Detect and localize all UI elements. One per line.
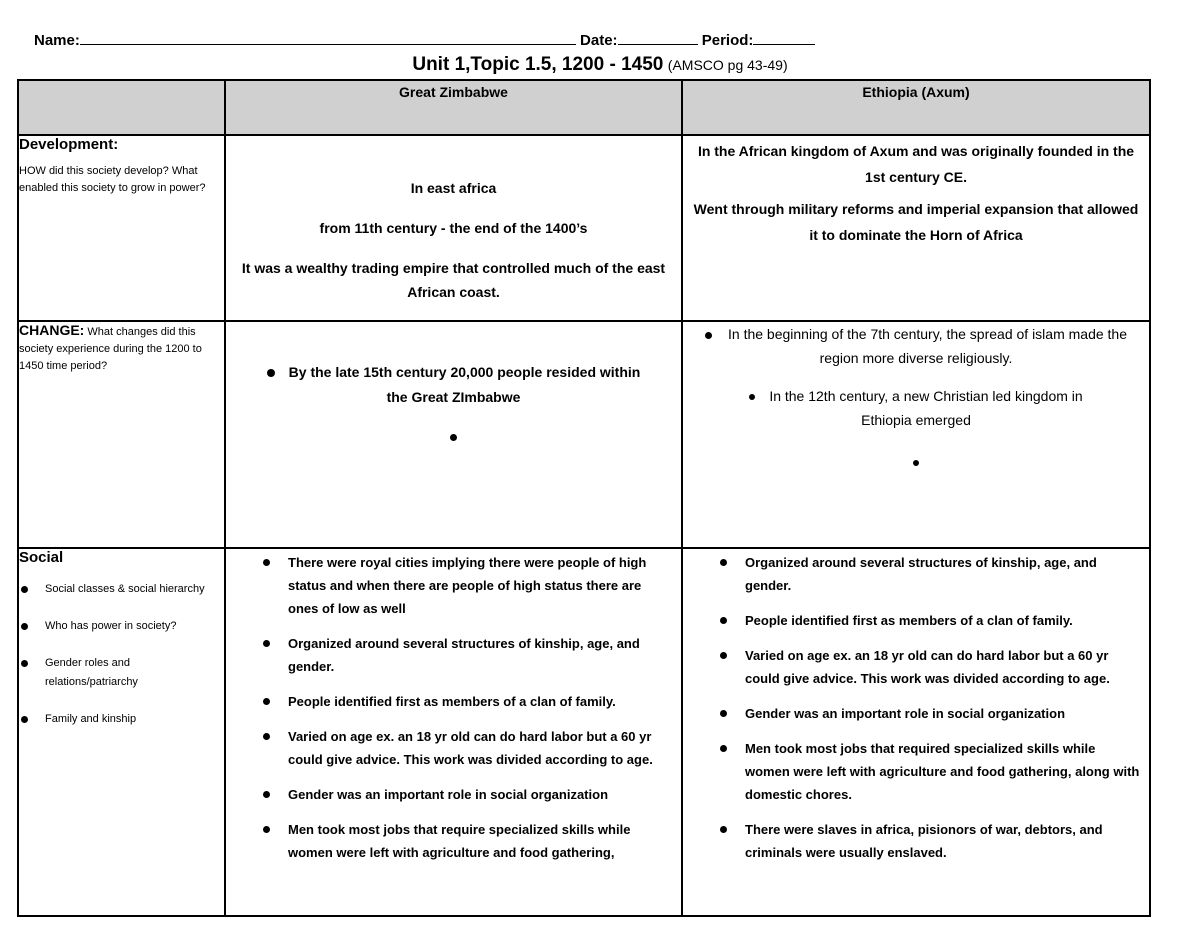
page-title bbox=[0, 54, 1200, 76]
social-ethiopia-bullet: People identified first as members of a clan of family. bbox=[683, 609, 1149, 632]
social-ethiopia-bullet: There were slaves in africa, pisionors of war, debtors, and criminals were usually enslaved. bbox=[683, 818, 1149, 864]
development-zimbabwe-text: from 11th century - the end of the 1400’s bbox=[319, 220, 588, 236]
social-zimbabwe-bullet: Men took most jobs that require specialized skills while women were left with agriculture and food gathering, bbox=[226, 818, 681, 864]
development-ethiopia-cell[interactable] bbox=[682, 135, 1150, 321]
social-prompt-item: Who has power in society? bbox=[19, 617, 224, 636]
change-ethiopia-bullet: In the 12th century, a new Christian led kingdom in Ethiopia emerged bbox=[697, 384, 1135, 432]
name-label: Name: bbox=[34, 32, 80, 49]
empty-bullet bbox=[256, 424, 651, 448]
worksheet-header bbox=[34, 30, 815, 49]
column-header-zimbabwe: Great Zimbabwe bbox=[225, 80, 682, 135]
social-row bbox=[18, 548, 1150, 916]
change-ethiopia-bullet: In the beginning of the 7th century, the spread of islam made the region more diverse religiously. bbox=[697, 322, 1135, 370]
development-label-cell bbox=[18, 135, 225, 321]
corner-cell bbox=[18, 80, 225, 135]
social-zimbabwe-bullet: Gender was an important role in social organization bbox=[226, 783, 681, 806]
empty-bullet bbox=[697, 450, 1135, 474]
comparison-table bbox=[17, 79, 1151, 917]
social-prompt-item: Social classes & social hierarchy bbox=[19, 580, 224, 599]
change-zimbabwe-bullet: By the late 15th century 20,000 people resided within the Great ZImbabwe bbox=[256, 360, 651, 410]
change-ethiopia-cell[interactable] bbox=[682, 321, 1150, 548]
development-ethiopia-text: Went through military reforms and imperial expansion that allowed it to dominate the Horn of Africa bbox=[693, 201, 1139, 243]
development-zimbabwe-cell[interactable] bbox=[225, 135, 682, 321]
development-row bbox=[18, 135, 1150, 321]
social-zimbabwe-cell[interactable] bbox=[225, 548, 682, 916]
development-prompt: HOW did this society develop? What enabled this society to grow in power? bbox=[19, 165, 206, 194]
social-ethiopia-bullet: Men took most jobs that required specialized skills while women were left with agriculture and food gathering, along with domestic chores. bbox=[683, 737, 1149, 806]
change-label-cell bbox=[18, 321, 225, 548]
social-zimbabwe-bullet: People identified first as members of a clan of family. bbox=[226, 690, 681, 713]
social-prompt-item: Family and kinship bbox=[19, 710, 224, 729]
social-zimbabwe-bullet: Varied on age ex. an 18 yr old can do hard labor but a 60 yr could give advice. This work was divided according to age. bbox=[226, 725, 681, 771]
development-zimbabwe-text: It was a wealthy trading empire that controlled much of the east African coast. bbox=[241, 260, 666, 300]
social-zimbabwe-bullet: Organized around several structures of kinship, age, and gender. bbox=[226, 632, 681, 678]
social-zimbabwe-bullet: There were royal cities implying there were people of high status and when there are people of high status there are ones of low as well bbox=[226, 551, 681, 620]
social-label-cell bbox=[18, 548, 225, 916]
social-label: Social bbox=[19, 549, 64, 566]
social-ethiopia-bullet: Gender was an important role in social organization bbox=[683, 702, 1149, 725]
header-row bbox=[18, 80, 1150, 135]
social-ethiopia-bullet: Organized around several structures of kinship, age, and gender. bbox=[683, 551, 1149, 597]
social-ethiopia-cell[interactable] bbox=[682, 548, 1150, 916]
change-zimbabwe-cell[interactable] bbox=[225, 321, 682, 548]
social-prompt-item: Gender roles and relations/patriarchy bbox=[19, 654, 224, 692]
date-field[interactable] bbox=[618, 30, 698, 45]
change-prompt: What changes did this society experience during the 1200 to 1450 time period? bbox=[19, 326, 202, 372]
change-label: CHANGE: bbox=[19, 322, 85, 338]
development-zimbabwe-text: In east africa bbox=[410, 180, 497, 196]
name-field[interactable] bbox=[80, 30, 576, 45]
title-sub: (AMSCO pg 43-49) bbox=[667, 57, 788, 73]
title-main: Unit 1,Topic 1.5, 1200 - 1450 bbox=[412, 54, 664, 75]
date-label: Date: bbox=[580, 32, 618, 49]
development-label: Development: bbox=[19, 136, 119, 153]
development-ethiopia-text: In the African kingdom of Axum and was originally founded in the 1st century CE. bbox=[697, 143, 1135, 185]
social-ethiopia-bullet: Varied on age ex. an 18 yr old can do hard labor but a 60 yr could give advice. This work was divided according to age. bbox=[683, 644, 1149, 690]
column-header-ethiopia: Ethiopia (Axum) bbox=[682, 80, 1150, 135]
period-label: Period: bbox=[701, 32, 754, 49]
period-field[interactable] bbox=[753, 30, 815, 45]
change-row bbox=[18, 321, 1150, 548]
